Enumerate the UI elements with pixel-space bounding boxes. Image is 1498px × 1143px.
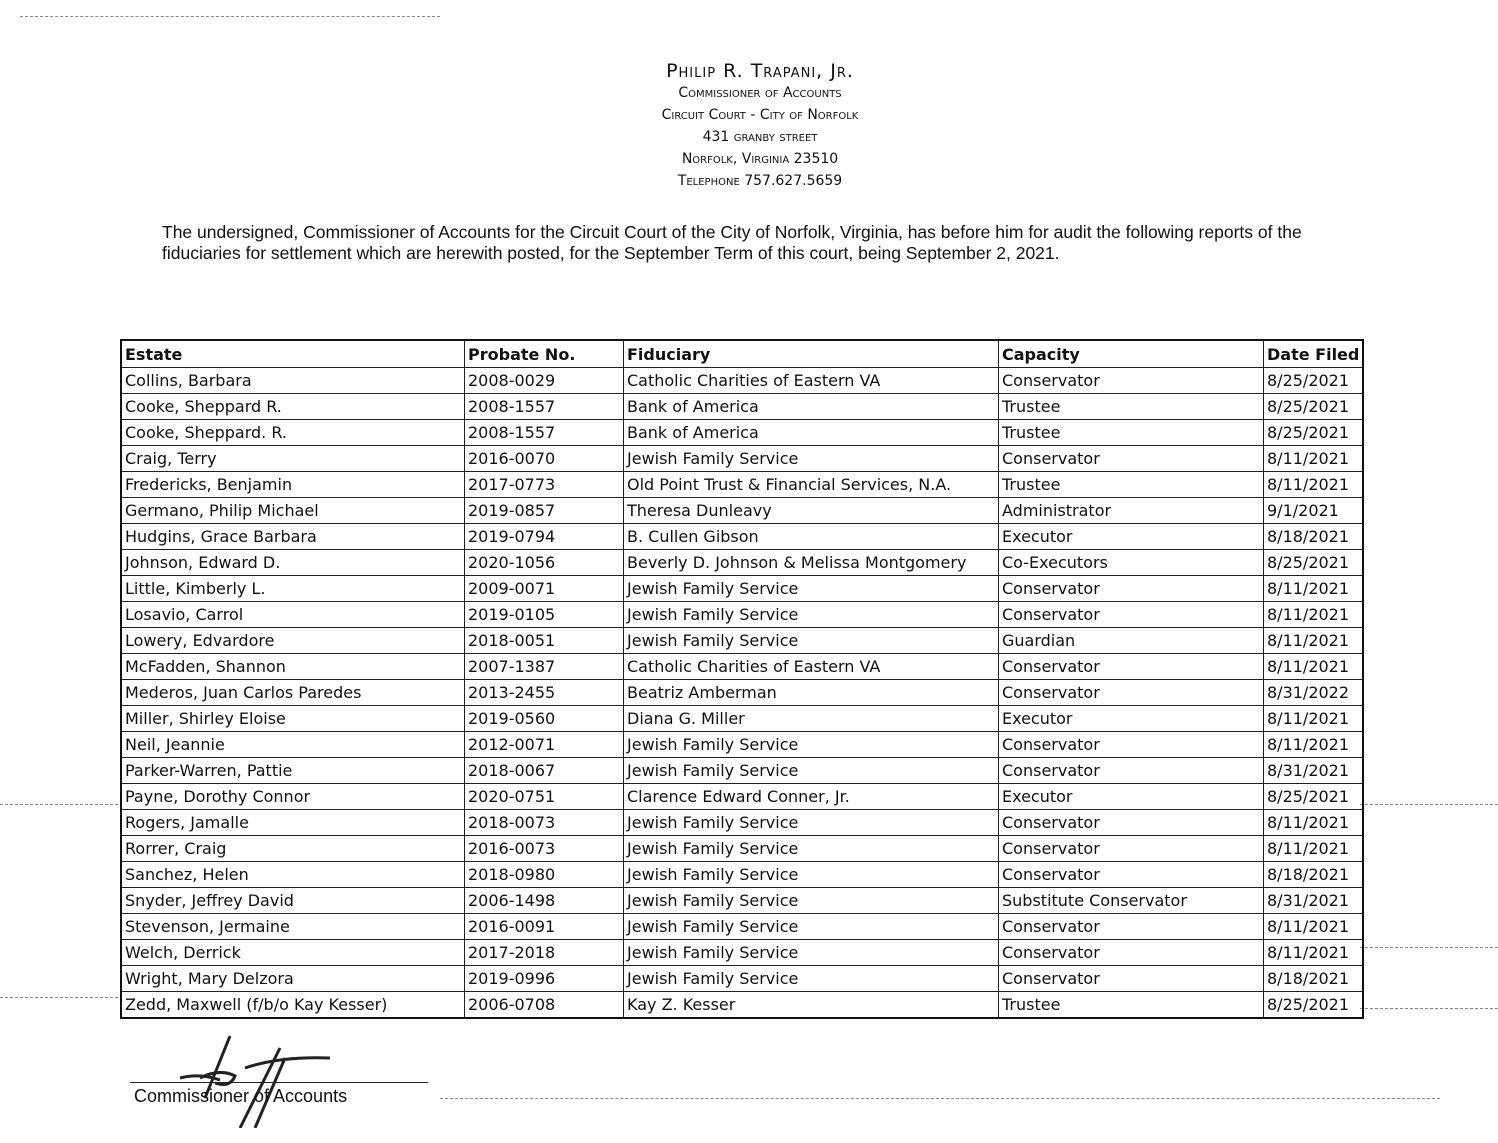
cell-fiduciary: Jewish Family Service xyxy=(624,914,999,940)
cell-date-filed: 8/11/2021 xyxy=(1264,602,1364,628)
cell-probate-no: 2019-0857 xyxy=(465,498,624,524)
cell-probate-no: 2016-0070 xyxy=(465,446,624,472)
cell-capacity: Conservator xyxy=(999,680,1264,706)
signature-line xyxy=(130,1082,428,1083)
cell-capacity: Co-Executors xyxy=(999,550,1264,576)
cell-date-filed: 8/11/2021 xyxy=(1264,706,1364,732)
table-row xyxy=(121,914,1363,940)
scan-artifact xyxy=(440,1098,1440,1099)
cell-fiduciary: Jewish Family Service xyxy=(624,602,999,628)
table-row xyxy=(121,394,1363,420)
cell-date-filed: 8/11/2021 xyxy=(1264,914,1364,940)
letterhead xyxy=(560,60,960,192)
cell-fiduciary: Diana G. Miller xyxy=(624,706,999,732)
cell-estate: Johnson, Edward D. xyxy=(121,550,465,576)
cell-probate-no: 2016-0073 xyxy=(465,836,624,862)
cell-estate: Hudgins, Grace Barbara xyxy=(121,524,465,550)
table-row xyxy=(121,732,1363,758)
cell-capacity: Executor xyxy=(999,784,1264,810)
cell-probate-no: 2018-0051 xyxy=(465,628,624,654)
cell-fiduciary: Jewish Family Service xyxy=(624,888,999,914)
table-row xyxy=(121,836,1363,862)
cell-capacity: Conservator xyxy=(999,914,1264,940)
cell-date-filed: 8/18/2021 xyxy=(1264,524,1364,550)
cell-fiduciary: Jewish Family Service xyxy=(624,836,999,862)
cell-fiduciary: Jewish Family Service xyxy=(624,758,999,784)
cell-date-filed: 8/11/2021 xyxy=(1264,472,1364,498)
cell-probate-no: 2008-1557 xyxy=(465,420,624,446)
cell-probate-no: 2019-0560 xyxy=(465,706,624,732)
header-probate-no: Probate No. xyxy=(465,340,624,368)
cell-date-filed: 8/11/2021 xyxy=(1264,732,1364,758)
cell-date-filed: 9/1/2021 xyxy=(1264,498,1364,524)
scan-artifact xyxy=(20,16,440,17)
table-row xyxy=(121,446,1363,472)
cell-estate: Germano, Philip Michael xyxy=(121,498,465,524)
cell-date-filed: 8/25/2021 xyxy=(1264,550,1364,576)
table-row xyxy=(121,628,1363,654)
cell-capacity: Conservator xyxy=(999,810,1264,836)
table-header-row xyxy=(121,340,1363,368)
cell-date-filed: 8/11/2021 xyxy=(1264,836,1364,862)
cell-capacity: Conservator xyxy=(999,966,1264,992)
cell-probate-no: 2016-0091 xyxy=(465,914,624,940)
table-row xyxy=(121,706,1363,732)
cell-estate: Neil, Jeannie xyxy=(121,732,465,758)
cell-capacity: Administrator xyxy=(999,498,1264,524)
cell-capacity: Conservator xyxy=(999,940,1264,966)
cell-fiduciary: Jewish Family Service xyxy=(624,940,999,966)
cell-probate-no: 2012-0071 xyxy=(465,732,624,758)
table-row xyxy=(121,420,1363,446)
cell-estate: Mederos, Juan Carlos Paredes xyxy=(121,680,465,706)
header-fiduciary: Fiduciary xyxy=(624,340,999,368)
street-address: 431 granby street xyxy=(702,129,818,145)
cell-capacity: Conservator xyxy=(999,836,1264,862)
cell-estate: Parker-Warren, Pattie xyxy=(121,758,465,784)
cell-fiduciary: Kay Z. Kesser xyxy=(624,992,999,1019)
fiduciary-reports-table xyxy=(120,339,1364,1019)
cell-capacity: Executor xyxy=(999,706,1264,732)
court-name: Circuit Court - City of Norfolk xyxy=(661,107,859,123)
table-row xyxy=(121,810,1363,836)
cell-capacity: Conservator xyxy=(999,602,1264,628)
table-row xyxy=(121,472,1363,498)
cell-fiduciary: Jewish Family Service xyxy=(624,628,999,654)
cell-fiduciary: Jewish Family Service xyxy=(624,862,999,888)
cell-fiduciary: Beatriz Amberman xyxy=(624,680,999,706)
cell-estate: Miller, Shirley Eloise xyxy=(121,706,465,732)
cell-probate-no: 2019-0794 xyxy=(465,524,624,550)
cell-fiduciary: Old Point Trust & Financial Services, N.A. xyxy=(624,472,999,498)
scan-artifact xyxy=(1360,1008,1498,1009)
cell-probate-no: 2009-0071 xyxy=(465,576,624,602)
table-row xyxy=(121,498,1363,524)
cell-date-filed: 8/11/2021 xyxy=(1264,654,1364,680)
cell-estate: Fredericks, Benjamin xyxy=(121,472,465,498)
cell-estate: Collins, Barbara xyxy=(121,368,465,394)
header-date-filed: Date Filed xyxy=(1264,340,1364,368)
cell-fiduciary: Catholic Charities of Eastern VA xyxy=(624,654,999,680)
cell-estate: Zedd, Maxwell (f/b/o Kay Kesser) xyxy=(121,992,465,1019)
cell-estate: Welch, Derrick xyxy=(121,940,465,966)
cell-estate: Cooke, Sheppard. R. xyxy=(121,420,465,446)
cell-fiduciary: Jewish Family Service xyxy=(624,576,999,602)
table-row xyxy=(121,602,1363,628)
telephone: Telephone 757.627.5659 xyxy=(677,173,843,189)
cell-estate: Sanchez, Helen xyxy=(121,862,465,888)
cell-date-filed: 8/31/2022 xyxy=(1264,680,1364,706)
table-row xyxy=(121,576,1363,602)
cell-date-filed: 8/11/2021 xyxy=(1264,940,1364,966)
table-row xyxy=(121,654,1363,680)
cell-date-filed: 8/18/2021 xyxy=(1264,966,1364,992)
cell-probate-no: 2020-1056 xyxy=(465,550,624,576)
table-row xyxy=(121,550,1363,576)
cell-capacity: Conservator xyxy=(999,732,1264,758)
cell-date-filed: 8/25/2021 xyxy=(1264,784,1364,810)
cell-estate: Little, Kimberly L. xyxy=(121,576,465,602)
table-row xyxy=(121,992,1363,1019)
cell-fiduciary: Jewish Family Service xyxy=(624,732,999,758)
cell-estate: Craig, Terry xyxy=(121,446,465,472)
header-estate: Estate xyxy=(121,340,465,368)
cell-capacity: Conservator xyxy=(999,862,1264,888)
cell-fiduciary: Jewish Family Service xyxy=(624,810,999,836)
cell-date-filed: 8/31/2021 xyxy=(1264,758,1364,784)
scan-artifact xyxy=(0,997,118,998)
cell-probate-no: 2006-0708 xyxy=(465,992,624,1019)
table-row xyxy=(121,680,1363,706)
cell-probate-no: 2008-0029 xyxy=(465,368,624,394)
cell-capacity: Conservator xyxy=(999,368,1264,394)
cell-capacity: Conservator xyxy=(999,576,1264,602)
intro-paragraph: The undersigned, Commissioner of Accounts for the Circuit Court of the City of Norfolk, Virginia, has before him for audit the following reports of the fiduciaries for settlement which are herewith posted, for the September Term of this court, being September 2, 2021. xyxy=(162,222,1302,263)
cell-probate-no: 2019-0105 xyxy=(465,602,624,628)
cell-probate-no: 2008-1557 xyxy=(465,394,624,420)
cell-estate: Wright, Mary Delzora xyxy=(121,966,465,992)
cell-capacity: Conservator xyxy=(999,446,1264,472)
cell-probate-no: 2017-2018 xyxy=(465,940,624,966)
cell-probate-no: 2017-0773 xyxy=(465,472,624,498)
cell-capacity: Guardian xyxy=(999,628,1264,654)
table-row xyxy=(121,940,1363,966)
cell-probate-no: 2013-2455 xyxy=(465,680,624,706)
signature-mark xyxy=(160,1028,340,1128)
table-row xyxy=(121,966,1363,992)
cell-estate: Rorrer, Craig xyxy=(121,836,465,862)
cell-probate-no: 2018-0067 xyxy=(465,758,624,784)
cell-capacity: Trustee xyxy=(999,992,1264,1019)
commissioner-name: Philip R. Trapani, Jr. xyxy=(666,60,854,82)
scan-artifact xyxy=(1360,947,1498,948)
cell-estate: Stevenson, Jermaine xyxy=(121,914,465,940)
table-row xyxy=(121,888,1363,914)
cell-probate-no: 2018-0073 xyxy=(465,810,624,836)
table-row xyxy=(121,524,1363,550)
cell-capacity: Executor xyxy=(999,524,1264,550)
cell-date-filed: 8/11/2021 xyxy=(1264,628,1364,654)
cell-fiduciary: Beverly D. Johnson & Melissa Montgomery xyxy=(624,550,999,576)
cell-estate: Snyder, Jeffrey David xyxy=(121,888,465,914)
cell-probate-no: 2020-0751 xyxy=(465,784,624,810)
cell-date-filed: 8/11/2021 xyxy=(1264,446,1364,472)
cell-capacity: Trustee xyxy=(999,420,1264,446)
cell-date-filed: 8/25/2021 xyxy=(1264,368,1364,394)
cell-estate: Losavio, Carrol xyxy=(121,602,465,628)
scan-artifact xyxy=(1360,804,1498,805)
cell-date-filed: 8/25/2021 xyxy=(1264,992,1364,1019)
cell-fiduciary: Bank of America xyxy=(624,394,999,420)
header-capacity: Capacity xyxy=(999,340,1264,368)
commissioner-title: Commissioner of Accounts xyxy=(678,85,842,101)
cell-date-filed: 8/18/2021 xyxy=(1264,862,1364,888)
cell-fiduciary: Bank of America xyxy=(624,420,999,446)
cell-capacity: Trustee xyxy=(999,472,1264,498)
cell-estate: Lowery, Edvardore xyxy=(121,628,465,654)
cell-date-filed: 8/25/2021 xyxy=(1264,420,1364,446)
cell-probate-no: 2018-0980 xyxy=(465,862,624,888)
cell-estate: Rogers, Jamalle xyxy=(121,810,465,836)
table-row xyxy=(121,784,1363,810)
cell-date-filed: 8/31/2021 xyxy=(1264,888,1364,914)
cell-estate: Payne, Dorothy Connor xyxy=(121,784,465,810)
cell-fiduciary: Catholic Charities of Eastern VA xyxy=(624,368,999,394)
signature-label: Commissioner of Accounts xyxy=(134,1086,348,1106)
table-row xyxy=(121,368,1363,394)
cell-probate-no: 2019-0996 xyxy=(465,966,624,992)
cell-fiduciary: Jewish Family Service xyxy=(624,966,999,992)
cell-probate-no: 2006-1498 xyxy=(465,888,624,914)
cell-probate-no: 2007-1387 xyxy=(465,654,624,680)
cell-date-filed: 8/11/2021 xyxy=(1264,576,1364,602)
cell-fiduciary: Clarence Edward Conner, Jr. xyxy=(624,784,999,810)
city-address: Norfolk, Virginia 23510 xyxy=(681,151,839,167)
cell-capacity: Substitute Conservator xyxy=(999,888,1264,914)
cell-date-filed: 8/11/2021 xyxy=(1264,810,1364,836)
table-row xyxy=(121,758,1363,784)
cell-estate: Cooke, Sheppard R. xyxy=(121,394,465,420)
cell-fiduciary: Jewish Family Service xyxy=(624,446,999,472)
cell-fiduciary: Theresa Dunleavy xyxy=(624,498,999,524)
cell-fiduciary: B. Cullen Gibson xyxy=(624,524,999,550)
cell-date-filed: 8/25/2021 xyxy=(1264,394,1364,420)
cell-estate: McFadden, Shannon xyxy=(121,654,465,680)
cell-capacity: Conservator xyxy=(999,758,1264,784)
table-row xyxy=(121,862,1363,888)
scan-artifact xyxy=(0,804,118,805)
cell-capacity: Trustee xyxy=(999,394,1264,420)
cell-capacity: Conservator xyxy=(999,654,1264,680)
